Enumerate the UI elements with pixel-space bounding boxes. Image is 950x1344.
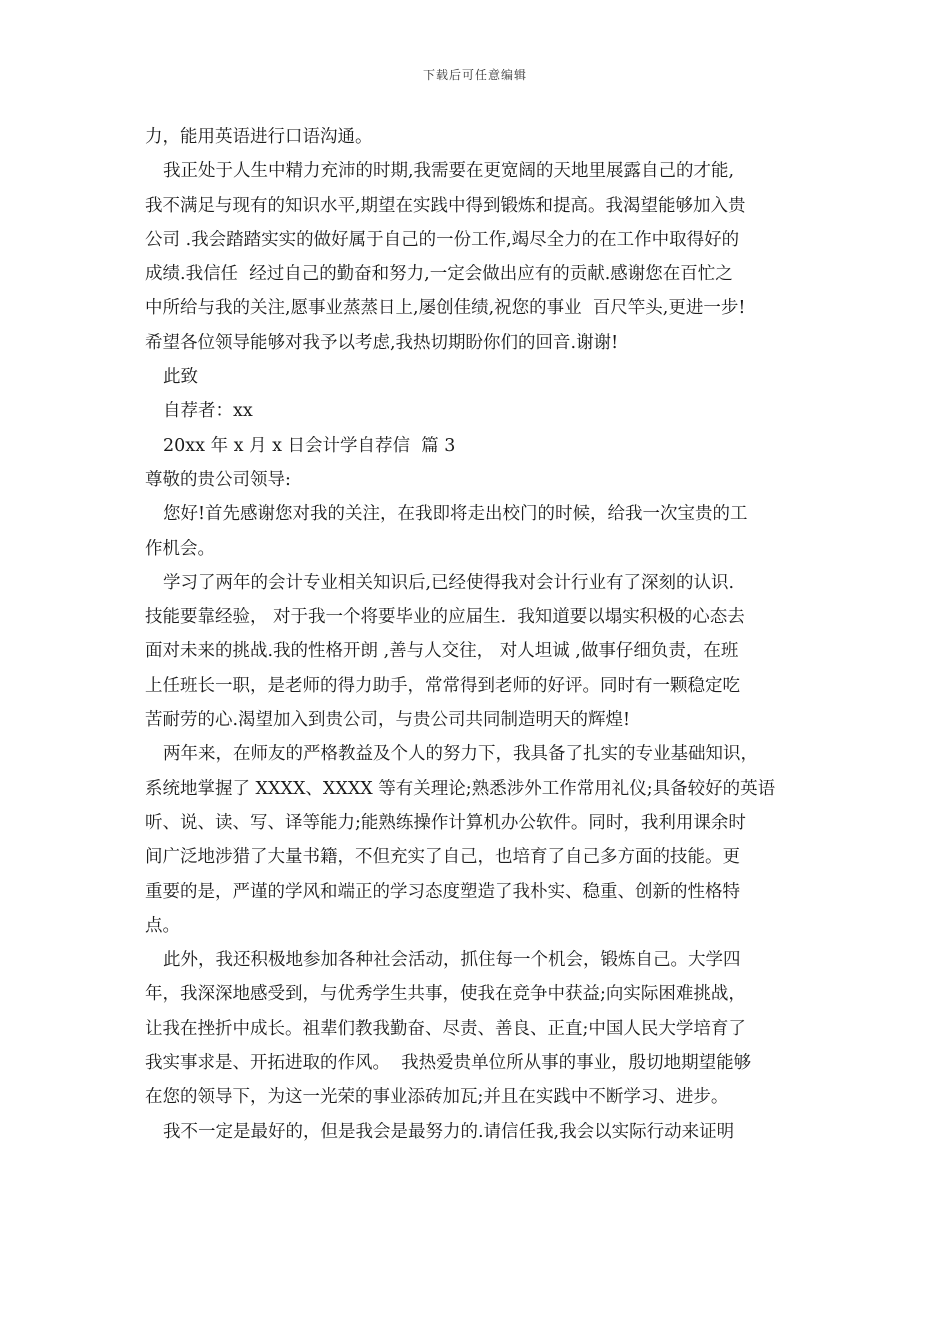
text-line: 让我在挫折中成长。祖辈们教我勤奋、尽责、善良、正直;中国人民大学培育了 (145, 1018, 746, 1039)
text-line: 此外，我还积极地参加各种社会活动，抓住每一个机会，锻炼自己。大学四 (163, 950, 741, 971)
text-line: 我实事求是、开拓进取的作风。 我热爱贵单位所从事的事业，殷切地期望能够 (145, 1053, 752, 1074)
text-line: 自荐者：xx (163, 401, 253, 422)
text-line: 公司 .我会踏踏实实的做好属于自己的一份工作,竭尽全力的在工作中取得好的 (145, 229, 740, 250)
document-body (145, 120, 813, 1149)
text-line: 此致 (163, 367, 198, 388)
text-line: 我不满足与现有的知识水平,期望在实践中得到锻炼和提高。我渴望能够加入贵 (145, 195, 746, 216)
text-line: 力，能用英语进行口语沟通。 (145, 127, 373, 147)
text-line: 两年来，在师友的严格教益及个人的努力下，我具备了扎实的专业基础知识， (163, 744, 758, 765)
text-line: 年，我深深地感受到，与优秀学生共事，使我在竞争中获益;向实际困难挑战， (145, 984, 746, 1005)
text-line: 学习了两年的会计专业相关知识后,已经使得我对会计行业有了深刻的认识. (163, 572, 735, 593)
text-line: 作机会。 (145, 538, 215, 559)
text-line: 技能要靠经验， 对于我一个将要毕业的应届生. 我知道要以塌实积极的心态去 (145, 607, 745, 628)
page-header: 下载后可任意编辑 (422, 68, 527, 82)
text-line: 上任班长一职，是老师的得力助手，常常得到老师的好评。同时有一颗稳定吃 (145, 675, 740, 696)
text-line: 尊敬的贵公司领导: (145, 469, 291, 490)
text-line: 系统地掌握了 XXXX、XXXX 等有关理论;熟悉涉外工作常用礼仪;具备较好的英语 (145, 778, 776, 799)
text-line: 中所给与我的关注,愿事业蒸蒸日上,屡创佳绩,祝您的事业 百尺竿头,更进一步! (145, 298, 746, 319)
text-line: 间广泛地涉猎了大量书籍，不但充实了自己，也培育了自己多方面的技能。更 (145, 847, 740, 868)
text-line: 我不一定是最好的，但是我会是最努力的.请信任我,我会以实际行动来证明 (163, 1121, 735, 1142)
text-line: 听、说、读、写、译等能力;能熟练操作计算机办公软件。同时，我利用课余时 (145, 812, 746, 833)
text-line: 重要的是，严谨的学风和端正的学习态度塑造了我朴实、稳重、创新的性格特 (145, 881, 740, 902)
text-line: 面对未来的挑战.我的性格开朗 ,善与人交往， 对人坦诚 ,做事仔细负责，在班 (145, 641, 739, 662)
text-line: 您好!首先感谢您对我的关注，在我即将走出校门的时候，给我一次宝贵的工 (163, 504, 748, 525)
text-line: 希望各位领导能够对我予以考虑,我热切期盼你们的回音.谢谢! (145, 332, 619, 353)
text-line: 点。 (145, 915, 180, 936)
text-line: 在您的领导下，为这一光荣的事业添砖加瓦;并且在实践中不断学习、进步。 (145, 1087, 729, 1108)
text-line: 成绩.我信任 经过自己的勤奋和努力,一定会做出应有的贡献.感谢您在百忙之 (145, 264, 733, 285)
text-line: 我正处于人生中精力充沛的时期,我需要在更宽阔的天地里展露自己的才能, (163, 161, 735, 182)
text-line: 20xx 年 x 月 x 日会计学自荐信 篇 3 (163, 435, 456, 456)
text-line: 苦耐劳的心.渴望加入到贵公司，与贵公司共同制造明天的辉煌! (145, 710, 631, 731)
